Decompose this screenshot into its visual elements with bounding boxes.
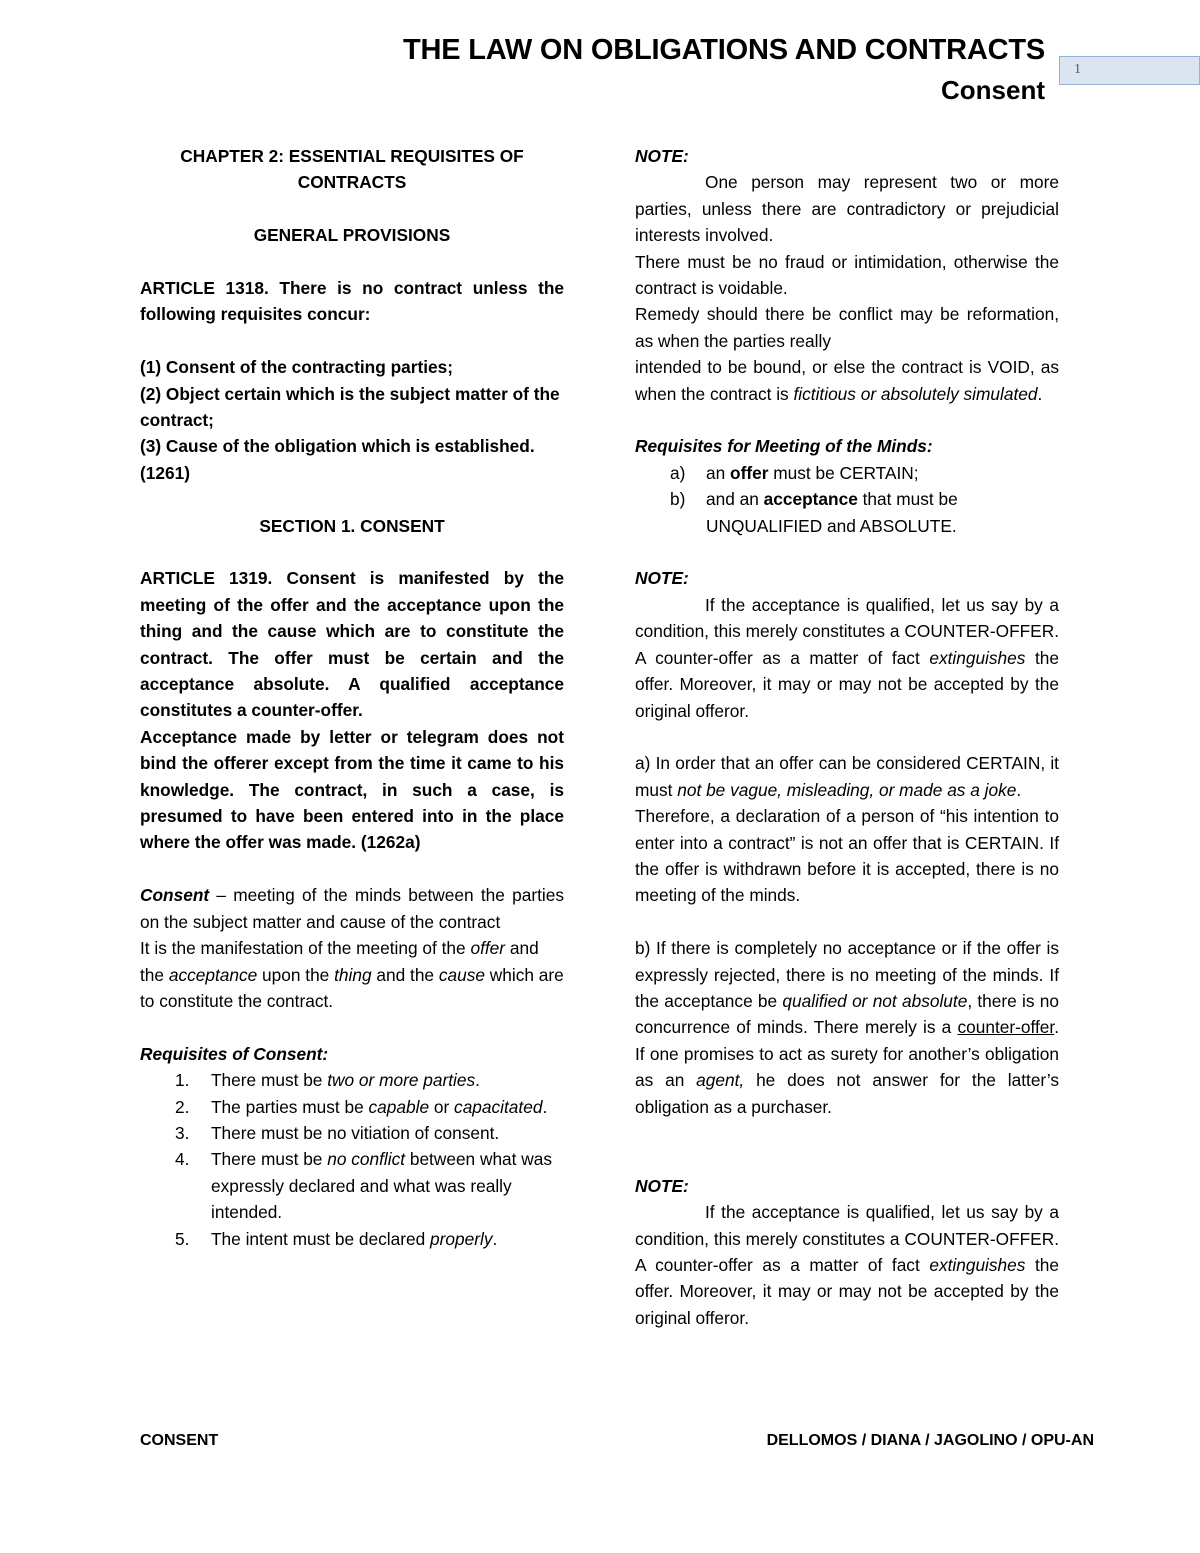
page-number: 1 [1074,62,1081,77]
right-column [635,143,1059,1331]
footer-authors: DELLOMOS / DIANA / JAGOLINO / OPU-AN [766,1432,1094,1449]
list-item: b) and an acceptance that must be UNQUALIFIED and ABSOLUTE. [670,489,958,536]
list-item: 4. There must be no conflict between what was expressly declared and what was really intended. [175,1149,553,1223]
consent-definition: Consent – meeting of the minds between the parties on the subject matter and cause of the contract [140,885,564,932]
requisites-of-consent-heading: Requisites of Consent: [140,1043,329,1064]
requisite-1: (1) Consent of the contracting parties; [140,357,454,378]
note-paragraph: If the acceptance is qualified, let us say by a condition, this merely constitutes a COUNTER-OFFER. A counter-offer as a matter of fact extinguishes the offer. Moreover, it may or may not be accepted by the original offeror. [635,1202,1059,1328]
chapter-heading: CHAPTER 2: ESSENTIAL REQUISITES OF CONTRACTS [180,146,524,193]
paragraph-b: b) If there is completely no acceptance or if the offer is expressly rejected, there is no meeting of the minds. If the acceptance be qualified or not absolute, there is no concurrence of minds. There merely is a counter-offer. If one promises to act as surety for another’s obligation as an agent, he does not answer for the latter’s obligation as a purchaser. [635,938,1059,1117]
note-paragraph: There must be no fraud or intimidation, otherwise the contract is voidable. [635,251,1059,299]
article-1319: ARTICLE 1319. Consent is manifested by the meeting of the offer and the acceptance upon the thing and the cause which are to constitute the contract. The offer must be certain and the acceptance absolute. A qualified acceptance constitutes a counter-offer. [140,568,564,721]
footer-left: CONSENT [140,1432,219,1449]
left-column [140,143,564,1252]
list-item: 3. There must be no vitiation of consent. [175,1122,500,1143]
consent-term: Consent [140,885,210,906]
requisite-3: (3) Cause of the obligation which is established. (1261) [140,436,535,483]
note-paragraph: intended to be bound, or else the contract is VOID, as when the contract is fictitious or absolutely simulated. [635,357,1059,404]
paragraph-a-continued: Therefore, a declaration of a person of “his intention to enter into a contract” is not an offer that is CERTAIN. If the offer is withdrawn before it is accepted, there is no meeting of the minds. [635,806,1059,906]
note-paragraph: One person may represent two or more parties, unless there are contradictory or prejudicial interests involved. [635,172,1059,246]
list-item: a) an offer must be CERTAIN; [670,462,919,483]
note-paragraph: If the acceptance is qualified, let us say by a condition, this merely constitutes a COUNTER-OFFER. A counter-offer as a matter of fact extinguishes the offer. Moreover, it may or may not be accepted by the original offeror. [635,594,1059,721]
note-label: NOTE: [635,1175,689,1196]
document-subtitle: Consent [941,75,1045,105]
list-item: 2. The parties must be capable or capacitated. [175,1096,548,1117]
document-title: THE LAW ON OBLIGATIONS AND CONTRACTS [402,34,1045,66]
page-number-box [1059,56,1200,85]
section-heading: SECTION 1. CONSENT [259,515,445,536]
list-item: 5. The intent must be declared properly. [175,1228,498,1249]
meeting-of-minds-heading: Requisites for Meeting of the Minds: [635,436,933,457]
meeting-of-minds-list [635,460,1059,539]
consent-manifestation: It is the manifestation of the meeting of the offer and the acceptance upon the thing and the cause which are to constitute the contract. [140,938,564,1011]
note-label: NOTE: [635,568,689,589]
requisite-2: (2) Object certain which is the subject matter of the contract; [140,383,560,431]
note-paragraph: Remedy should there be conflict may be reformation, as when the parties really [635,304,1059,351]
list-item: 1. There must be two or more parties. [175,1070,480,1091]
requisites-of-consent-list [140,1067,564,1252]
article-1318: ARTICLE 1318. There is no contract unless the following requisites concur: [140,278,564,325]
general-provisions-heading: GENERAL PROVISIONS [253,225,451,246]
paragraph-a: a) In order that an offer can be considered CERTAIN, it must not be vague, misleading, or made as a joke. [635,753,1059,800]
note-label: NOTE: [635,146,689,166]
article-1319-continued: Acceptance made by letter or telegram does not bind the offerer except from the time it came to his knowledge. The contract, in such a case, is presumed to have been entered into in the place where the offer was made. (1262a) [140,726,564,853]
